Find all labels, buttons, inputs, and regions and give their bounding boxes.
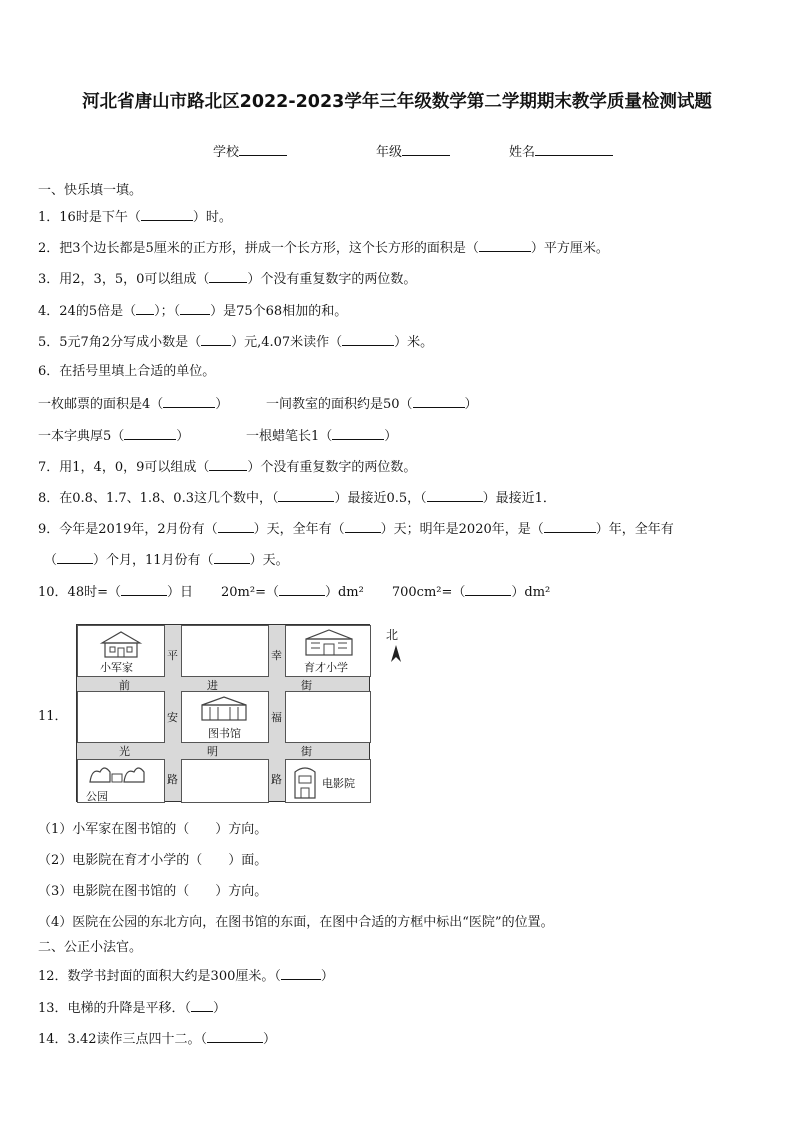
block-home [77,625,165,677]
question-14: 14．3.42读作三点四十二。（ ） [38,1032,277,1047]
answer-blank[interactable] [465,583,511,596]
block-empty-4[interactable] [181,759,269,803]
road-label: 福 [271,711,282,724]
grade-label: 年级 [376,145,403,160]
page-title: 河北省唐山市路北区2022-2023学年三年级数学第二学期期末教学质量检测试题 [82,92,712,112]
answer-blank[interactable] [479,239,531,252]
answer-blank[interactable] [332,427,384,440]
block-empty-1[interactable] [181,625,269,677]
question-10: 10．48时=（ ）日 20m²=（ ）dm² 700cm²=（ ）dm² [38,585,551,600]
answer-blank[interactable] [141,208,193,221]
road-label: 前 [119,679,130,692]
question-3: 3．用2，3，5，0可以组成（ ）个没有重复数字的两位数。 [38,272,417,287]
road-label: 路 [167,773,178,786]
city-map [76,624,370,802]
library-label: 图书馆 [208,727,241,740]
park-icon [86,762,146,786]
school-icon [300,628,358,658]
home-label: 小军家 [100,661,133,674]
block-empty-2[interactable] [77,691,165,743]
question-11-4: （4）医院在公园的东北方向，在图书馆的东面，在图中合适的方框中标出“医院”的位置。 [38,915,554,930]
park-label: 公园 [86,790,108,803]
road-label: 光 [119,745,130,758]
road-label: 安 [167,711,178,724]
answer-blank[interactable] [281,967,321,980]
grade-blank[interactable] [402,143,450,156]
block-library [181,691,269,743]
question-6-4: 一根蜡笔长1（ ） [246,429,398,444]
question-11-3: （3）电影院在图书馆的（ ）方向。 [38,884,268,899]
cinema-label: 电影院 [322,777,355,790]
question-6: 6．在括号里填上合适的单位。 [38,364,216,379]
section1-heading: 一、快乐填一填。 [38,183,143,198]
question-13: 13．电梯的升降是平移．（ ） [38,1001,227,1016]
question-9: 9．今年是2019年，2月份有（ ）天，全年有（ ）天；明年是2020年，是（ ）年，全年有 [38,522,674,537]
question-12: 12．数学书封面的面积大约是300厘米。（ ） [38,969,334,984]
school-blank[interactable] [239,143,287,156]
block-school [285,625,371,677]
block-park [77,759,165,803]
question-9-cont: （ ）个月，11月份有（ ）天。 [44,553,289,568]
north-indicator [386,626,398,643]
library-icon [196,695,252,723]
answer-blank[interactable] [345,520,381,533]
name-label: 姓名 [509,145,536,160]
name-blank[interactable] [535,143,613,156]
road-label: 平 [167,649,178,662]
road-label: 进 [207,679,218,692]
answer-blank[interactable] [163,395,215,408]
cinema-icon [292,764,318,800]
question-6-2: 一间教室的面积约是50（ ） [266,397,478,412]
answer-blank[interactable] [191,999,213,1012]
question-5: 5．5元7角2分写成小数是（ ）元,4.07米读作（ ）米。 [38,335,434,350]
road-label: 明 [207,745,218,758]
road-label: 街 [301,679,312,692]
answer-blank[interactable] [544,520,596,533]
road-label: 幸 [271,649,282,662]
north-label: 北 [386,628,399,642]
school-field[interactable] [213,141,287,160]
school-label: 学校 [213,145,240,160]
block-cinema [285,759,371,803]
answer-blank[interactable] [278,489,334,502]
grade-field[interactable] [376,141,450,160]
answer-blank[interactable] [427,489,483,502]
answer-blank[interactable] [413,395,465,408]
answer-blank[interactable] [180,302,210,315]
question-2: 2．把3个边长都是5厘米的正方形，拼成一个长方形，这个长方形的面积是（ ）平方厘米。 [38,241,609,256]
question-1: 1．16时是下午（ ）时。 [38,210,232,225]
answer-blank[interactable] [136,302,154,315]
road-label: 路 [271,773,282,786]
answer-blank[interactable] [201,333,231,346]
north-arrow-icon [390,644,402,664]
answer-blank[interactable] [209,458,247,471]
school-label: 育才小学 [304,661,348,674]
question-11-1: （1）小军家在图书馆的（ ）方向。 [38,822,268,837]
answer-blank[interactable] [121,583,167,596]
house-icon [98,629,144,659]
question-6-3: 一本字典厚5（ ） [38,429,190,444]
answer-blank[interactable] [279,583,325,596]
question-4: 4．24的5倍是（ ）；（ ）是75个68相加的和。 [38,304,348,319]
question-7: 7．用1，4，0，9可以组成（ ）个没有重复数字的两位数。 [38,460,417,475]
name-field[interactable] [509,141,613,160]
block-empty-3[interactable] [285,691,371,743]
answer-blank[interactable] [209,270,247,283]
answer-blank[interactable] [124,427,176,440]
answer-blank[interactable] [57,551,93,564]
question-6-1: 一枚邮票的面积是4（ ） [38,397,229,412]
section2-heading: 二、公正小法官。 [38,940,143,955]
answer-blank[interactable] [207,1030,263,1043]
answer-blank[interactable] [218,520,254,533]
question-11-label: 11． [38,709,68,724]
answer-blank[interactable] [214,551,250,564]
road-label: 街 [301,745,312,758]
question-11-2: （2）电影院在育才小学的（ ）面。 [38,853,268,868]
question-8: 8．在0.8、1.7、1.8、0.3这几个数中，（ ）最接近0.5，（ ）最接近1． [38,491,556,506]
answer-blank[interactable] [342,333,394,346]
